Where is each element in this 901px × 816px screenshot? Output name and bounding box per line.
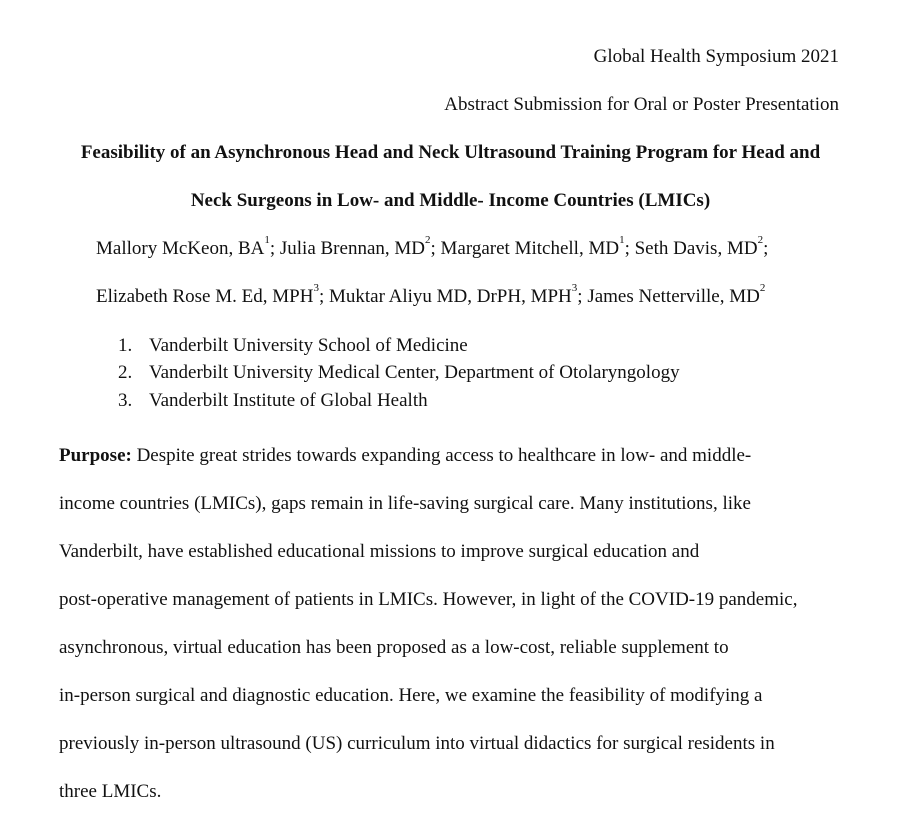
affiliation-text: Vanderbilt Institute of Global Health (149, 390, 428, 411)
purpose-line: in-person surgical and diagnostic education. Here, we examine the feasibility of modifying a (59, 685, 763, 706)
affiliation-number: 2. (118, 362, 133, 383)
conference-title: Global Health Symposium 2021 (593, 46, 839, 67)
submission-type: Abstract Submission for Oral or Poster Presentation (444, 94, 839, 115)
author-name: Julia Brennan, MD (279, 238, 425, 259)
purpose-line: post-operative management of patients in LMICs. However, in light of the COVID-19 pandemic, (59, 589, 798, 610)
author-separator: ; (430, 238, 441, 259)
author-separator: ; (763, 238, 769, 259)
author-affiliation-mark: 2 (759, 282, 766, 294)
purpose-line: Vanderbilt, have established educational missions to improve surgical education and (59, 541, 700, 562)
author-name: Elizabeth Rose M. Ed, MPH (96, 286, 314, 307)
author-separator: ; (577, 286, 588, 307)
affiliation-item (118, 390, 428, 412)
author-list-line-1 (96, 234, 769, 260)
author-separator: ; (318, 286, 329, 307)
purpose-line: previously in-person ultrasound (US) curriculum into virtual didactics for surgical residents in (59, 733, 775, 754)
purpose-line: three LMICs. (59, 781, 162, 802)
paper-title-line-2: Neck Surgeons in Low- and Middle- Income Countries (LMICs) (190, 190, 711, 211)
affiliation-item (118, 335, 468, 357)
affiliation-number: 1. (118, 335, 133, 356)
author-affiliation-mark: 2 (425, 234, 431, 246)
author-name: Seth Davis, MD (634, 238, 758, 259)
author-affiliation-mark: 1 (264, 234, 270, 246)
purpose-text: Despite great strides towards expanding access to healthcare in low- and middle- (131, 445, 752, 466)
purpose-line: asynchronous, virtual education has been proposed as a low-cost, reliable supplement to (59, 637, 729, 658)
affiliation-text: Vanderbilt University Medical Center, Department of Otolaryngology (149, 362, 680, 383)
author-name: Mallory McKeon, BA (96, 238, 265, 259)
purpose-line: income countries (LMICs), gaps remain in life-saving surgical care. Many institutions, like (59, 493, 751, 514)
paper-title-line-1: Feasibility of an Asynchronous Head and Neck Ultrasound Training Program for Head and (80, 142, 821, 163)
affiliation-number: 3. (118, 390, 133, 411)
author-affiliation-mark: 3 (571, 282, 578, 294)
author-affiliation-mark: 3 (313, 282, 319, 294)
author-name: Margaret Mitchell, MD (440, 238, 620, 259)
author-name: James Netterville, MD (587, 286, 760, 307)
author-separator: ; (624, 238, 635, 259)
affiliation-text: Vanderbilt University School of Medicine (149, 335, 468, 356)
author-affiliation-mark: 1 (619, 234, 625, 246)
affiliation-item (118, 362, 680, 384)
purpose-line (59, 445, 751, 467)
purpose-label: Purpose: (59, 445, 132, 466)
author-affiliation-mark: 2 (757, 234, 764, 246)
author-list-line-2 (96, 282, 766, 308)
author-separator: ; (269, 238, 280, 259)
author-name: Muktar Aliyu MD, DrPH, MPH (328, 286, 572, 307)
